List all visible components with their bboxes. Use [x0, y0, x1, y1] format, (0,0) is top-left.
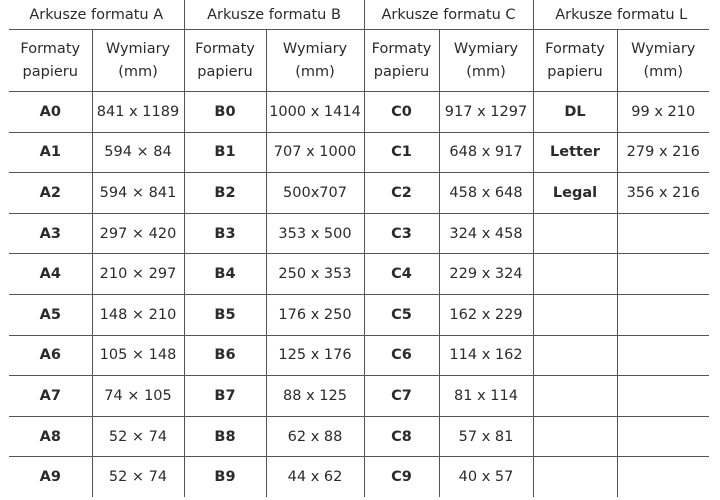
header-line: Wymiary [453, 40, 519, 57]
dims-cell-a: 52 × 74 [92, 416, 184, 457]
table-row [9, 92, 709, 133]
group-b-title: Arkusze formatu B [184, 0, 364, 30]
format-cell-c: C9 [364, 457, 439, 497]
dims-cell-c: 162 x 229 [439, 294, 533, 335]
dims-header-a [92, 30, 184, 92]
header-line: Wymiary [105, 40, 171, 57]
header-line: Formaty [545, 40, 605, 57]
dims-cell-l: 99 x 210 [617, 92, 709, 133]
paper-formats-table [9, 0, 709, 497]
format-cell-l [533, 416, 617, 457]
dims-cell-a: 841 x 1189 [92, 92, 184, 133]
dims-cell-a: 148 × 210 [92, 294, 184, 335]
format-cell-b: B7 [184, 376, 266, 417]
format-header-b [184, 30, 266, 92]
dims-cell-a: 210 × 297 [92, 254, 184, 295]
dims-cell-b: 353 x 500 [266, 213, 364, 254]
dims-cell-l: 356 x 216 [617, 173, 709, 214]
dims-cell-l [617, 213, 709, 254]
format-cell-l [533, 335, 617, 376]
dims-cell-a: 105 × 148 [92, 335, 184, 376]
format-header-l [533, 30, 617, 92]
format-cell-l [533, 213, 617, 254]
header-line: (mm) [643, 63, 684, 80]
format-cell-l [533, 294, 617, 335]
format-cell-c: C1 [364, 132, 439, 173]
dims-cell-l [617, 457, 709, 497]
format-cell-c: C6 [364, 335, 439, 376]
dims-cell-c: 229 x 324 [439, 254, 533, 295]
format-cell-a: A9 [9, 457, 92, 497]
dims-cell-b: 125 x 176 [266, 335, 364, 376]
group-header-row [9, 0, 709, 30]
group-c-title: Arkusze formatu C [364, 0, 533, 30]
dims-cell-a: 594 × 84 [92, 132, 184, 173]
header-line: (mm) [118, 63, 158, 80]
dims-header-l [617, 30, 709, 92]
dims-cell-c: 114 x 162 [439, 335, 533, 376]
dims-cell-l [617, 416, 709, 457]
format-cell-a: A5 [9, 294, 92, 335]
dims-cell-l: 279 x 216 [617, 132, 709, 173]
format-cell-l [533, 457, 617, 497]
format-cell-a: A2 [9, 173, 92, 214]
format-cell-b: B3 [184, 213, 266, 254]
dims-cell-b: 500x707 [266, 173, 364, 214]
dims-cell-b: 707 x 1000 [266, 132, 364, 173]
group-a-title: Arkusze formatu A [9, 0, 184, 30]
header-line: papieru [22, 63, 78, 80]
format-cell-b: B0 [184, 92, 266, 133]
dims-cell-b: 176 x 250 [266, 294, 364, 335]
format-header-c [364, 30, 439, 92]
column-header-row [9, 30, 709, 92]
header-line: Formaty [20, 40, 81, 57]
format-cell-b: B4 [184, 254, 266, 295]
header-line: (mm) [466, 63, 506, 80]
dims-cell-c: 458 x 648 [439, 173, 533, 214]
format-cell-b: B5 [184, 294, 266, 335]
dims-cell-b: 44 x 62 [266, 457, 364, 497]
group-l-title: Arkusze formatu L [533, 0, 709, 30]
header-line: (mm) [295, 63, 335, 80]
dims-cell-c: 40 x 57 [439, 457, 533, 497]
dims-cell-l [617, 335, 709, 376]
dims-cell-l [617, 376, 709, 417]
format-cell-c: C8 [364, 416, 439, 457]
format-cell-l [533, 376, 617, 417]
dims-cell-b: 88 x 125 [266, 376, 364, 417]
dims-cell-b: 62 x 88 [266, 416, 364, 457]
format-cell-l: DL [533, 92, 617, 133]
format-cell-b: B8 [184, 416, 266, 457]
format-cell-a: A0 [9, 92, 92, 133]
format-cell-l: Legal [533, 173, 617, 214]
dims-cell-c: 648 x 917 [439, 132, 533, 173]
format-cell-b: B2 [184, 173, 266, 214]
table-row [9, 213, 709, 254]
format-cell-a: A1 [9, 132, 92, 173]
table-row [9, 457, 709, 497]
dims-header-b [266, 30, 364, 92]
dims-cell-l [617, 254, 709, 295]
format-cell-a: A7 [9, 376, 92, 417]
dims-cell-a: 52 × 74 [92, 457, 184, 497]
table-row [9, 335, 709, 376]
table-row [9, 376, 709, 417]
table-row [9, 416, 709, 457]
format-cell-c: C3 [364, 213, 439, 254]
dims-header-c [439, 30, 533, 92]
header-line: Wymiary [631, 40, 696, 57]
format-cell-c: C5 [364, 294, 439, 335]
dims-cell-a: 74 × 105 [92, 376, 184, 417]
format-cell-a: A8 [9, 416, 92, 457]
header-line: papieru [373, 63, 430, 80]
dims-cell-a: 594 × 841 [92, 173, 184, 214]
format-header-a [9, 30, 92, 92]
header-line: papieru [197, 63, 253, 80]
header-line: Wymiary [282, 40, 348, 57]
dims-cell-c: 917 x 1297 [439, 92, 533, 133]
header-line: Formaty [195, 40, 255, 57]
table-row [9, 132, 709, 173]
format-cell-l: Letter [533, 132, 617, 173]
format-cell-l [533, 254, 617, 295]
format-cell-a: A3 [9, 213, 92, 254]
format-cell-c: C7 [364, 376, 439, 417]
table-row [9, 254, 709, 295]
format-cell-c: C2 [364, 173, 439, 214]
header-line: papieru [547, 63, 603, 80]
format-cell-b: B1 [184, 132, 266, 173]
dims-cell-c: 81 x 114 [439, 376, 533, 417]
format-cell-b: B6 [184, 335, 266, 376]
table-row [9, 294, 709, 335]
dims-cell-b: 250 x 353 [266, 254, 364, 295]
format-cell-a: A4 [9, 254, 92, 295]
format-cell-c: C4 [364, 254, 439, 295]
dims-cell-c: 324 x 458 [439, 213, 533, 254]
format-cell-c: C0 [364, 92, 439, 133]
dims-cell-c: 57 x 81 [439, 416, 533, 457]
dims-cell-l [617, 294, 709, 335]
table-row [9, 173, 709, 214]
dims-cell-b: 1000 x 1414 [266, 92, 364, 133]
format-cell-b: B9 [184, 457, 266, 497]
table-body [9, 92, 709, 497]
dims-cell-a: 297 × 420 [92, 213, 184, 254]
header-line: Formaty [371, 40, 432, 57]
format-cell-a: A6 [9, 335, 92, 376]
